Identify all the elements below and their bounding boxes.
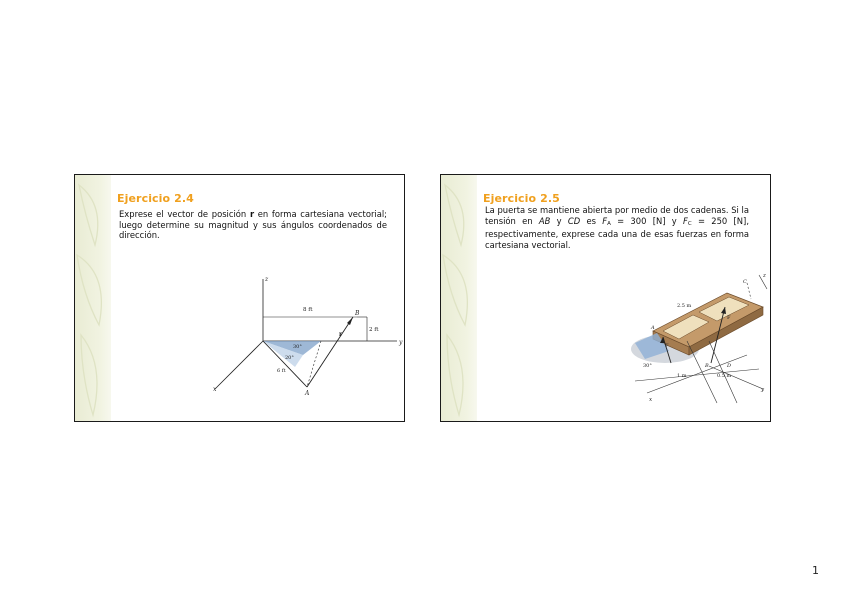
dim-1-label: 1 m — [677, 373, 687, 379]
slide-body-text: Exprese el vector de posición r en forma cartesiana vectorial; luego determine su magnitud y sus ángulos coordenados de dirección. — [119, 209, 387, 241]
axis-x-label: x — [649, 397, 653, 403]
point-b-label: B — [705, 363, 709, 369]
angle-label: 30° — [643, 363, 652, 369]
door-chains-figure — [627, 271, 769, 419]
page-number: 1 — [812, 564, 819, 577]
dim-8-label: 8 ft — [303, 307, 313, 313]
angle-30-label: 30° — [293, 344, 302, 350]
slide-title: Ejercicio 2.4 — [117, 192, 194, 205]
axis-y-label: y — [761, 387, 765, 393]
vector-r-label: r — [339, 331, 343, 338]
axis-x-label: x — [213, 386, 217, 393]
force-b-label: F — [665, 343, 669, 349]
slide-ejercicio-2-5 — [440, 174, 771, 422]
slide-ejercicio-2-4 — [74, 174, 405, 422]
point-d-label: D — [727, 363, 732, 369]
force-a-label: F — [727, 315, 731, 321]
dim-25-label: 2.5 m — [677, 303, 692, 309]
slide-title: Ejercicio 2.5 — [483, 192, 560, 205]
dim-05-label: 0.5 m — [717, 373, 732, 379]
point-a-label: A — [651, 325, 655, 331]
axis-y-label: y — [399, 339, 403, 346]
dim-6-label: 6 ft — [277, 368, 286, 374]
slide-body-text: La puerta se mantiene abierta por medio de dos cadenas. Si la tensión en AB y CD es $F_A = 300$ [N] y $F_C = 250$ [N], respectivamente, exprese cada una de esas fuerzas en forma cartesiana vectorial. — [485, 205, 749, 250]
axis-z-label: z — [265, 276, 269, 283]
position-vector-figure — [207, 271, 403, 411]
axis-z-label: z — [763, 273, 766, 279]
point-c-label: C — [743, 279, 747, 285]
point-b-label: B — [355, 310, 360, 317]
point-a-label: A — [305, 390, 310, 397]
dim-2-label: 2 ft — [369, 327, 379, 333]
angle-20-label: 20° — [285, 355, 294, 361]
